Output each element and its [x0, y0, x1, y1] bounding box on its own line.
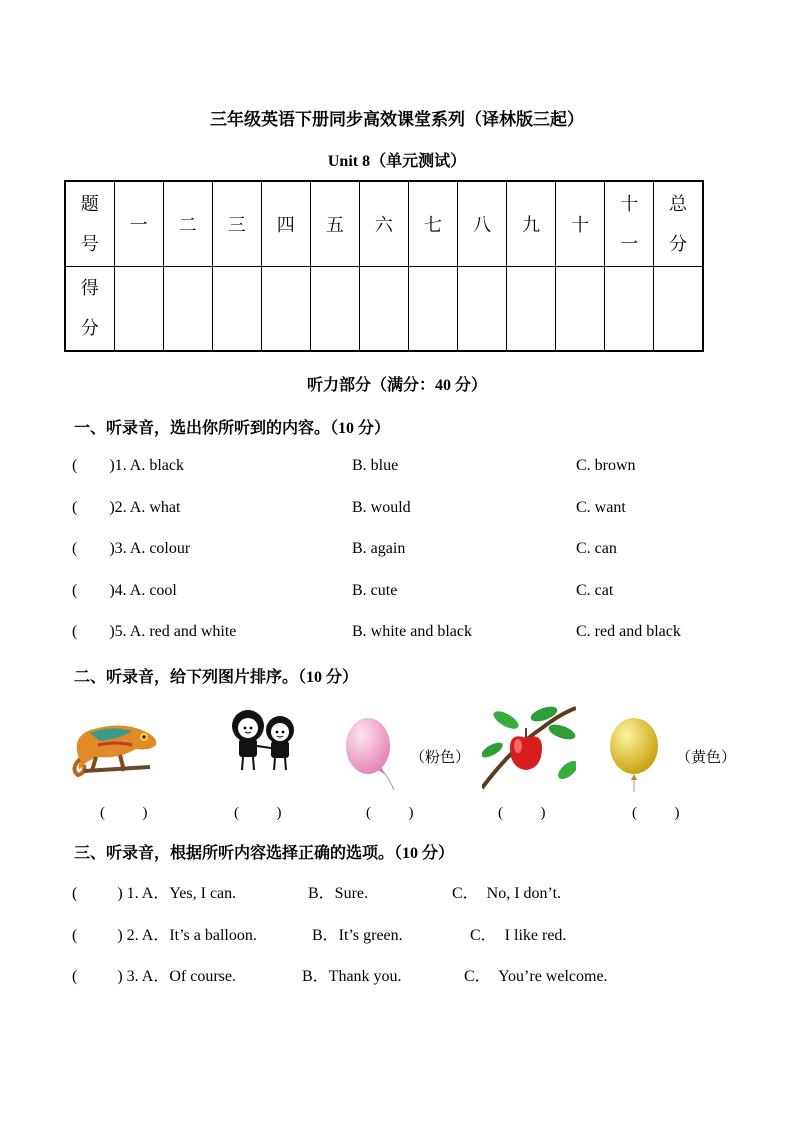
score-cell[interactable]	[359, 266, 408, 351]
question-row	[72, 499, 772, 521]
question-option-b: B. would	[352, 499, 411, 516]
score-cell[interactable]	[458, 266, 507, 351]
score-cell[interactable]	[261, 266, 310, 351]
question-option-c: C． I like red.	[470, 927, 567, 944]
question-option-c: C． You’re welcome.	[464, 968, 608, 985]
page-title: 三年级英语下册同步高效课堂系列（译林版三起）	[210, 110, 584, 129]
question-option-b: B．Thank you.	[302, 968, 402, 985]
question-option-c: C. can	[576, 540, 617, 557]
yellow-balloon-image	[606, 716, 666, 794]
question-option-c: C. red and black	[576, 623, 681, 640]
question-option-a: ( )1. A. black	[72, 457, 184, 474]
question-row	[72, 582, 772, 604]
score-col: 七	[408, 181, 457, 266]
score-col: 五	[310, 181, 359, 266]
order-blank[interactable]: ( )	[498, 805, 546, 821]
page-subtitle: Unit 8（单元测试）	[327, 153, 467, 170]
question-row	[72, 623, 772, 645]
score-row-label: 得分	[65, 266, 114, 351]
score-cell[interactable]	[654, 266, 703, 351]
question-option-b: B．It’s green.	[312, 927, 403, 944]
question-option-c: C. cat	[576, 582, 614, 599]
question-option-a: ( )3. A. colour	[72, 540, 191, 557]
two-girls-image	[226, 706, 302, 774]
score-cell[interactable]	[212, 266, 261, 351]
question-row	[72, 922, 772, 944]
question-option-b: B. white and black	[352, 623, 472, 640]
red-apple-image	[482, 698, 576, 792]
score-cell[interactable]	[310, 266, 359, 351]
question-option-a: ( ) 2. A．It’s a balloon.	[72, 927, 257, 944]
question-row	[72, 963, 772, 985]
question-row	[72, 880, 772, 902]
question-option-b: B. again	[352, 540, 406, 557]
question-option-b: B. cute	[352, 582, 398, 599]
section2-title: 二、听录音，给下列图片排序。（10 分）	[74, 669, 359, 686]
question-option-a: ( ) 1. A．Yes, I can.	[72, 885, 237, 902]
score-col: 总分	[654, 181, 703, 266]
score-cell[interactable]	[605, 266, 654, 351]
score-row-label: 题号	[65, 181, 114, 266]
listening-header: 听力部分（满分：40 分）	[306, 377, 487, 394]
order-blank[interactable]: ( )	[234, 805, 282, 821]
question-row	[72, 540, 772, 562]
score-col: 九	[507, 181, 556, 266]
section1-title: 一、听录音，选出你所听到的内容。（10 分）	[74, 420, 391, 437]
score-col: 二	[163, 181, 212, 266]
score-table	[64, 180, 704, 352]
score-col: 一	[114, 181, 163, 266]
order-blank[interactable]: ( )	[100, 805, 148, 821]
question-option-a: ( )4. A. cool	[72, 582, 177, 599]
score-col: 十一	[605, 181, 654, 266]
picture-note: （黄色）	[676, 750, 737, 766]
question-option-c: C． No, I don’t.	[452, 885, 562, 902]
question-option-c: C. brown	[576, 457, 636, 474]
question-option-b: B．Sure.	[308, 885, 369, 902]
pink-balloon-image	[342, 716, 402, 794]
picture-note: （粉色）	[410, 750, 471, 766]
question-row	[72, 457, 772, 479]
score-col: 三	[212, 181, 261, 266]
question-option-a: ( ) 3. A．Of course.	[72, 968, 236, 985]
score-cell[interactable]	[507, 266, 556, 351]
order-blank[interactable]: ( )	[632, 805, 680, 821]
score-col: 八	[458, 181, 507, 266]
score-cell[interactable]	[114, 266, 163, 351]
score-col: 四	[261, 181, 310, 266]
score-cell[interactable]	[163, 266, 212, 351]
chameleon-image	[70, 715, 162, 777]
score-col: 十	[556, 181, 605, 266]
question-option-a: ( )5. A. red and white	[72, 623, 237, 640]
question-option-c: C. want	[576, 499, 626, 516]
score-cell[interactable]	[408, 266, 457, 351]
question-option-b: B. blue	[352, 457, 399, 474]
section3-title: 三、听录音，根据所听内容选择正确的选项。（10 分）	[74, 845, 455, 862]
score-cell[interactable]	[556, 266, 605, 351]
order-blank[interactable]: ( )	[366, 805, 414, 821]
score-col: 六	[359, 181, 408, 266]
question-option-a: ( )2. A. what	[72, 499, 181, 516]
